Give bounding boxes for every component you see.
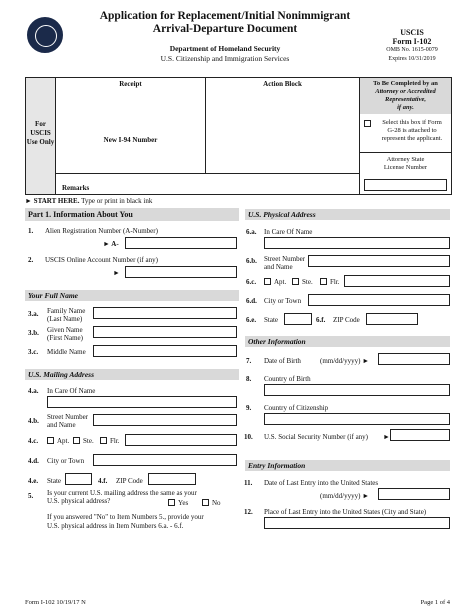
- mailing-ste-checkbox[interactable]: [73, 437, 80, 444]
- g28-text: [373, 119, 451, 143]
- mailing-address-header: U.S. Mailing Address: [25, 369, 239, 380]
- uscis-label: USCIS: [400, 28, 424, 37]
- q3b-number: 3.b.: [28, 329, 39, 337]
- q7-number: 7.: [246, 357, 252, 365]
- remarks-box: [55, 173, 360, 195]
- mailing-care-of-input[interactable]: [47, 396, 237, 408]
- attorney-title-1: To Be Completed by an: [373, 80, 438, 87]
- q12-number: 12.: [244, 508, 253, 516]
- physical-zip-label: ZIP Code: [333, 316, 360, 324]
- q3a-label-1: Family Name: [47, 307, 86, 315]
- q1-prefix: ► A-: [103, 240, 119, 248]
- other-info-header: Other Information: [245, 336, 450, 347]
- state-license-label: [360, 156, 451, 172]
- remarks-label: Remarks: [62, 184, 90, 192]
- q3a-number: 3.a.: [28, 310, 39, 318]
- q5-label-1: Is your current U.S. mailing address the same as your: [47, 489, 197, 497]
- q4b-number: 4.b.: [28, 417, 39, 425]
- q5-yes-label: Yes: [178, 499, 189, 507]
- q10-label: U.S. Social Security Number (if any): [264, 433, 369, 441]
- q3b-label-2: (First Name): [47, 334, 83, 342]
- mailing-unit-input[interactable]: [125, 434, 237, 446]
- q4e-number: 4.e.: [28, 477, 39, 485]
- attorney-title-3: if any.: [397, 104, 414, 111]
- title-line-1: Application for Replacement/Initial Nonimmigrant: [99, 10, 351, 22]
- department-name: Department of Homeland Security: [169, 44, 281, 53]
- q6a-label: In Care Of Name: [264, 228, 313, 236]
- q4b-label: [47, 413, 88, 429]
- q5-label-2: U.S. physical address?: [47, 497, 111, 505]
- physical-ste-checkbox[interactable]: [292, 278, 299, 285]
- q4b-label-2: and Name: [47, 421, 76, 429]
- ssn-input[interactable]: [390, 429, 450, 441]
- footer-page-number: Page 1 of 4: [420, 599, 450, 606]
- last-entry-date-input[interactable]: [378, 488, 450, 500]
- physical-ste-label: Ste.: [302, 278, 313, 286]
- receipt-label: Receipt: [119, 80, 142, 88]
- expiration-date: Expires 10/31/2019: [388, 56, 436, 62]
- country-of-birth-input[interactable]: [264, 384, 450, 396]
- q5-note-1: If you answered "No" to Item Numbers 5., provide your: [47, 513, 204, 521]
- q9-number: 9.: [246, 404, 252, 412]
- q6c-number: 6.c.: [246, 278, 257, 286]
- q7-format: (mm/dd/yyyy) ►: [320, 357, 370, 365]
- q3a-label: [47, 307, 85, 323]
- a-number-input[interactable]: [125, 237, 237, 249]
- physical-state-label: State: [264, 316, 278, 324]
- title-line-2: Arrival-Departure Document: [152, 23, 298, 35]
- attorney-header: [360, 78, 451, 114]
- q6b-label: [264, 255, 305, 271]
- uscis-use-only-label-box: [25, 77, 56, 195]
- new-i94-label: New I-94 Number: [103, 136, 158, 144]
- q2-number: 2.: [28, 256, 34, 264]
- g28-checkbox[interactable]: [364, 120, 371, 127]
- q9-label: Country of Citizenship: [264, 404, 329, 412]
- given-name-input[interactable]: [93, 326, 237, 338]
- form-number: Form I-102: [392, 37, 432, 46]
- state-license-2: License Number: [383, 164, 428, 171]
- attorney-license-input[interactable]: [364, 179, 447, 191]
- q2-label: USCIS Online Account Number (if any): [45, 256, 158, 264]
- physical-zip-input[interactable]: [366, 313, 418, 325]
- mailing-ste-label: Ste.: [83, 437, 94, 445]
- mailing-flr-checkbox[interactable]: [100, 437, 107, 444]
- agency-name: U.S. Citizenship and Immigration Services: [160, 54, 290, 63]
- attorney-title-2: Attorney or Accredited Representative,: [375, 88, 436, 103]
- mailing-zip-input[interactable]: [148, 473, 196, 485]
- q5-number: 5.: [28, 492, 34, 500]
- omb-number: OMB No. 1615-0079: [386, 47, 438, 53]
- mailing-state-label: State: [47, 477, 61, 485]
- q6e-number: 6.e.: [246, 316, 257, 324]
- physical-unit-input[interactable]: [344, 275, 450, 287]
- form-title: [90, 10, 360, 36]
- action-block-box: [205, 77, 360, 174]
- q10-prefix: ►: [383, 433, 390, 441]
- receipt-box: [55, 77, 206, 174]
- physical-street-input[interactable]: [308, 255, 450, 267]
- mailing-apt-checkbox[interactable]: [47, 437, 54, 444]
- physical-state-select[interactable]: [284, 313, 312, 325]
- q6f-number: 6.f.: [316, 316, 326, 324]
- agency-block: [90, 44, 360, 64]
- country-of-citizenship-input[interactable]: [264, 413, 450, 425]
- physical-city-input[interactable]: [308, 294, 450, 306]
- physical-address-header: U.S. Physical Address: [245, 209, 450, 220]
- q4d-label: City or Town: [47, 457, 85, 465]
- q5-yes-checkbox[interactable]: [168, 499, 175, 506]
- state-license-1: Attorney State: [386, 156, 425, 163]
- g28-text-1: Select this box if Form: [382, 119, 442, 126]
- physical-flr-label: Flr.: [330, 278, 340, 286]
- g28-text-3: represent the applicant.: [381, 135, 443, 142]
- q6b-number: 6.b.: [246, 257, 257, 265]
- q4d-number: 4.d.: [28, 457, 39, 465]
- q5-note-2: U.S. physical address in Item Numbers 6.a. - 6.f.: [47, 522, 184, 530]
- q2-prefix: ►: [113, 269, 120, 277]
- q4b-label-1: Street Number: [47, 413, 89, 421]
- q8-number: 8.: [246, 375, 252, 383]
- full-name-header: Your Full Name: [25, 290, 239, 301]
- entry-info-header: Entry Information: [245, 460, 450, 471]
- dob-input[interactable]: [378, 353, 450, 365]
- physical-flr-checkbox[interactable]: [320, 278, 327, 285]
- dhs-seal-icon: [27, 17, 63, 53]
- q3b-label-1: Given Name: [47, 326, 83, 334]
- mailing-city-input[interactable]: [93, 454, 237, 466]
- mailing-street-input[interactable]: [93, 414, 237, 426]
- q4a-number: 4.a.: [28, 387, 39, 395]
- q11-label: Date of Last Entry into the United States: [264, 479, 379, 487]
- physical-apt-checkbox[interactable]: [264, 278, 271, 285]
- q4c-number: 4.c.: [28, 437, 39, 445]
- last-entry-place-input[interactable]: [264, 517, 450, 529]
- q6a-number: 6.a.: [246, 228, 257, 236]
- online-account-input[interactable]: [125, 266, 237, 278]
- q7-label: Date of Birth: [264, 357, 301, 365]
- start-here-text: Type or print in black ink: [81, 197, 153, 205]
- form-id-block: [372, 28, 452, 64]
- q11-format: (mm/dd/yyyy) ►: [320, 492, 370, 500]
- q3c-label: Middle Name: [47, 348, 86, 356]
- g28-text-2: G-28 is attached to: [387, 127, 437, 134]
- middle-name-input[interactable]: [93, 345, 237, 357]
- physical-care-of-input[interactable]: [264, 237, 450, 249]
- q6d-number: 6.d.: [246, 297, 257, 305]
- q1-number: 1.: [28, 227, 34, 235]
- physical-apt-label: Apt.: [274, 278, 287, 286]
- footer-form-version: Form I-102 10/19/17 N: [25, 599, 86, 606]
- q5-note: [47, 513, 204, 531]
- mailing-zip-label: ZIP Code: [116, 477, 143, 485]
- q3b-label: [47, 326, 83, 342]
- action-block-label: Action Block: [263, 80, 302, 88]
- q3a-label-2: (Last Name): [47, 315, 83, 323]
- family-name-input[interactable]: [93, 307, 237, 319]
- mailing-apt-label: Apt.: [57, 437, 70, 445]
- start-here: [25, 197, 152, 205]
- part1-title: Part 1. Information About You: [25, 208, 239, 221]
- q5-no-label: No: [212, 499, 221, 507]
- q6d-label: City or Town: [264, 297, 302, 305]
- q12-label: Place of Last Entry into the United States (City and State): [264, 508, 427, 516]
- q11-number: 11.: [244, 479, 253, 487]
- q4f-number: 4.f.: [98, 477, 108, 485]
- q6b-label-2: and Name: [264, 263, 293, 271]
- q1-label: Alien Registration Number (A-Number): [45, 227, 158, 235]
- q10-number: 10.: [244, 433, 253, 441]
- q6b-label-1: Street Number: [264, 255, 306, 263]
- mailing-state-select[interactable]: [65, 473, 92, 485]
- mailing-flr-label: Flr.: [110, 437, 120, 445]
- q8-label: Country of Birth: [264, 375, 311, 383]
- uscis-use-only-label: For USCIS Use Only: [26, 120, 55, 146]
- attorney-box: [359, 77, 452, 195]
- q3c-number: 3.c.: [28, 348, 39, 356]
- q4a-label: In Care Of Name: [47, 387, 96, 395]
- start-here-label: ► START HERE.: [25, 197, 80, 205]
- q5-no-checkbox[interactable]: [202, 499, 209, 506]
